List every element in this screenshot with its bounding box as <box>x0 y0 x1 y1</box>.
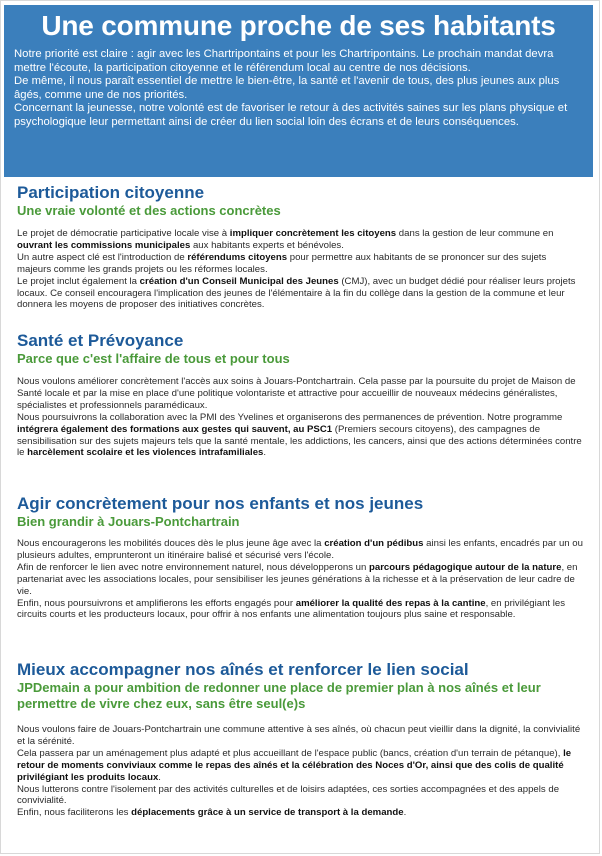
section-title: Participation citoyenne <box>17 183 205 202</box>
text-run: Nous lutterons contre l'isolement par des activités culturelles et de loisirs adaptées, ces sorties accompagnées et des appels de convivialité. <box>17 783 560 807</box>
paragraph <box>17 376 583 412</box>
text-run: Cela passera par un aménagement plus adapté et plus accueillant de l'espace public (bancs, création d'un terrain de pétanque), <box>17 747 564 759</box>
text-run: Nous encouragerons les mobilités douces dès le plus jeune âge avec la <box>17 538 325 549</box>
emphasis-text: référendums citoyens <box>187 251 288 263</box>
intro-paragraph: De même, il nous paraît essentiel de mettre le bien-être, la santé et l'avenir de tous, des plus jeunes aux plus âgés, comme une de nos priorités. <box>14 75 560 101</box>
section-subtitle: JPDemain a pour ambition de redonner une place de premier plan à nos aînés et leur permettre de vivre chez eux, sans être seul(e)s <box>17 680 541 711</box>
paragraph <box>17 724 583 748</box>
text-run: . <box>158 771 161 783</box>
paragraph <box>17 807 583 819</box>
paragraph <box>17 598 583 622</box>
paragraph <box>17 562 583 598</box>
section-participation <box>17 183 583 311</box>
section-body <box>17 724 583 819</box>
text-run: dans la gestion de leur commune en <box>396 228 554 239</box>
section-body <box>17 228 583 311</box>
section-subtitle: Parce que c'est l'affaire de tous et pour tous <box>17 351 290 366</box>
text-run: aux habitants experts et bénévoles. <box>190 239 344 251</box>
text-run: (CMJ), avec un budget dédié pour réaliser leurs projets locaux. Ce conseil encouragera l'implication des jeunes de l'élémentaire à la fin du collège dans la gestion de la commune et leur donnera les moyens de proposer des initiatives concrètes. <box>17 275 576 311</box>
paragraph <box>17 784 583 808</box>
emphasis-text: le retour de moments conviviaux comme le repas des aînés et la célébration des Noces d'Or, ainsi que des colis de qualité privilégiant les produits locaux <box>17 747 572 783</box>
page-title: Une commune proche de ses habitants <box>41 10 556 41</box>
text-run: (Premiers secours citoyens), des campagnes de sensibilisation sur des sujets majeurs tels que la santé mentale, les addictions, les cancers, ainsi que des actions déterminées contre le <box>17 423 582 459</box>
section-title: Santé et Prévoyance <box>17 331 184 350</box>
paragraph <box>17 412 583 460</box>
text-run: Le projet inclut également la <box>17 275 140 287</box>
emphasis-text: parcours pédagogique autour de la nature <box>369 561 562 573</box>
text-run: , en privilégiant les circuits courts et les producteurs locaux, pour offrir à nos enfants une alimentation toujours plus saine et responsable. <box>17 597 566 621</box>
paragraph <box>17 228 583 252</box>
text-run: . <box>403 807 407 819</box>
section-body <box>17 376 583 459</box>
section-subtitle: Bien grandir à Jouars-Pontchartrain <box>17 514 240 529</box>
text-run: Enfin, nous faciliterons les <box>17 807 132 819</box>
section-aines <box>17 660 583 819</box>
text-run: Un autre aspect clé est l'introduction de <box>17 251 188 263</box>
text-run: Nous voulons faire de Jouars-Pontchartrain une commune attentive à ses aînés, où chacun peut vieillir dans la dignité, la convivialité et la sérénité. <box>17 724 581 747</box>
emphasis-text: harcèlement scolaire et les violences intrafamiliales <box>27 447 264 459</box>
paragraph <box>17 252 583 276</box>
intro-text <box>14 48 583 130</box>
intro-paragraph: Concernant la jeunesse, notre volonté est de favoriser le retour à des activités saines sur les plans physique et psychologique leur permettant ainsi de créer du lien social loin des écrans et de leurs conséquences. <box>14 102 568 128</box>
text-run: ainsi les enfants, encadrés par un ou plusieurs adultes, emprunteront un itinéraire balisé et sécurisé vers l'école. <box>17 538 583 561</box>
text-run: Nous voulons améliorer concrètement l'accès aux soins à Jouars-Pontchartrain. Cela passe par la poursuite du projet de Maison de Santé locale et par la mise en place d'une politique volontariste et attractive pour accueillir de nouveaux médecins généralistes, spécialistes et professionnels paramédicaux. <box>17 376 576 411</box>
intro-paragraph: Notre priorité est claire : agir avec les Chartripontains et pour les Chartripontains. Le prochain mandat devra mettre l'écoute, la participation citoyenne et le référendum local au centre de nos décisions. <box>14 48 554 74</box>
text-run: Afin de renforcer le lien avec notre environnement naturel, nous développerons un <box>17 561 369 573</box>
emphasis-text: améliorer la qualité des repas à la cantine <box>295 597 486 609</box>
emphasis-text: impliquer concrètement les citoyens <box>229 228 397 239</box>
text-run: Le projet de démocratie participative locale vise à <box>17 228 230 239</box>
text-run: Nous poursuivrons la collaboration avec la PMI des Yvelines et organiserons des permanences de prévention. Notre programme <box>17 411 563 423</box>
section-title: Agir concrètement pour nos enfants et nos jeunes <box>17 494 424 513</box>
section-title: Mieux accompagner nos aînés et renforcer le lien social <box>17 660 469 679</box>
text-run: , en partenariat avec les associations locales, pour sensibiliser les jeunes générations à la richesse et à la préservation de leur cadre de vie. <box>17 561 578 597</box>
text-run: pour permettre aux habitants de se prononcer sur des sujets majeurs comme les grands projets ou les réformes locales. <box>17 251 547 275</box>
section-body <box>17 538 583 621</box>
section-enfants <box>17 494 583 621</box>
paragraph <box>17 748 583 784</box>
emphasis-text: création d'un Conseil Municipal des Jeunes <box>139 275 339 287</box>
emphasis-text: création d'un pédibus <box>324 538 424 549</box>
intro-banner <box>4 5 593 177</box>
paragraph <box>17 538 583 562</box>
emphasis-text: ouvrant les commissions municipales <box>17 239 191 251</box>
section-sante <box>17 331 583 459</box>
emphasis-text: intégrera également des formations aux gestes qui sauvent, au PSC1 <box>17 423 333 435</box>
text-run: . <box>263 447 267 459</box>
section-subtitle: Une vraie volonté et des actions concrètes <box>17 203 281 218</box>
text-run: Enfin, nous poursuivrons et amplifierons les efforts engagés pour <box>17 597 296 609</box>
paragraph <box>17 276 583 312</box>
emphasis-text: déplacements grâce à un service de transport à la demande <box>131 807 404 819</box>
